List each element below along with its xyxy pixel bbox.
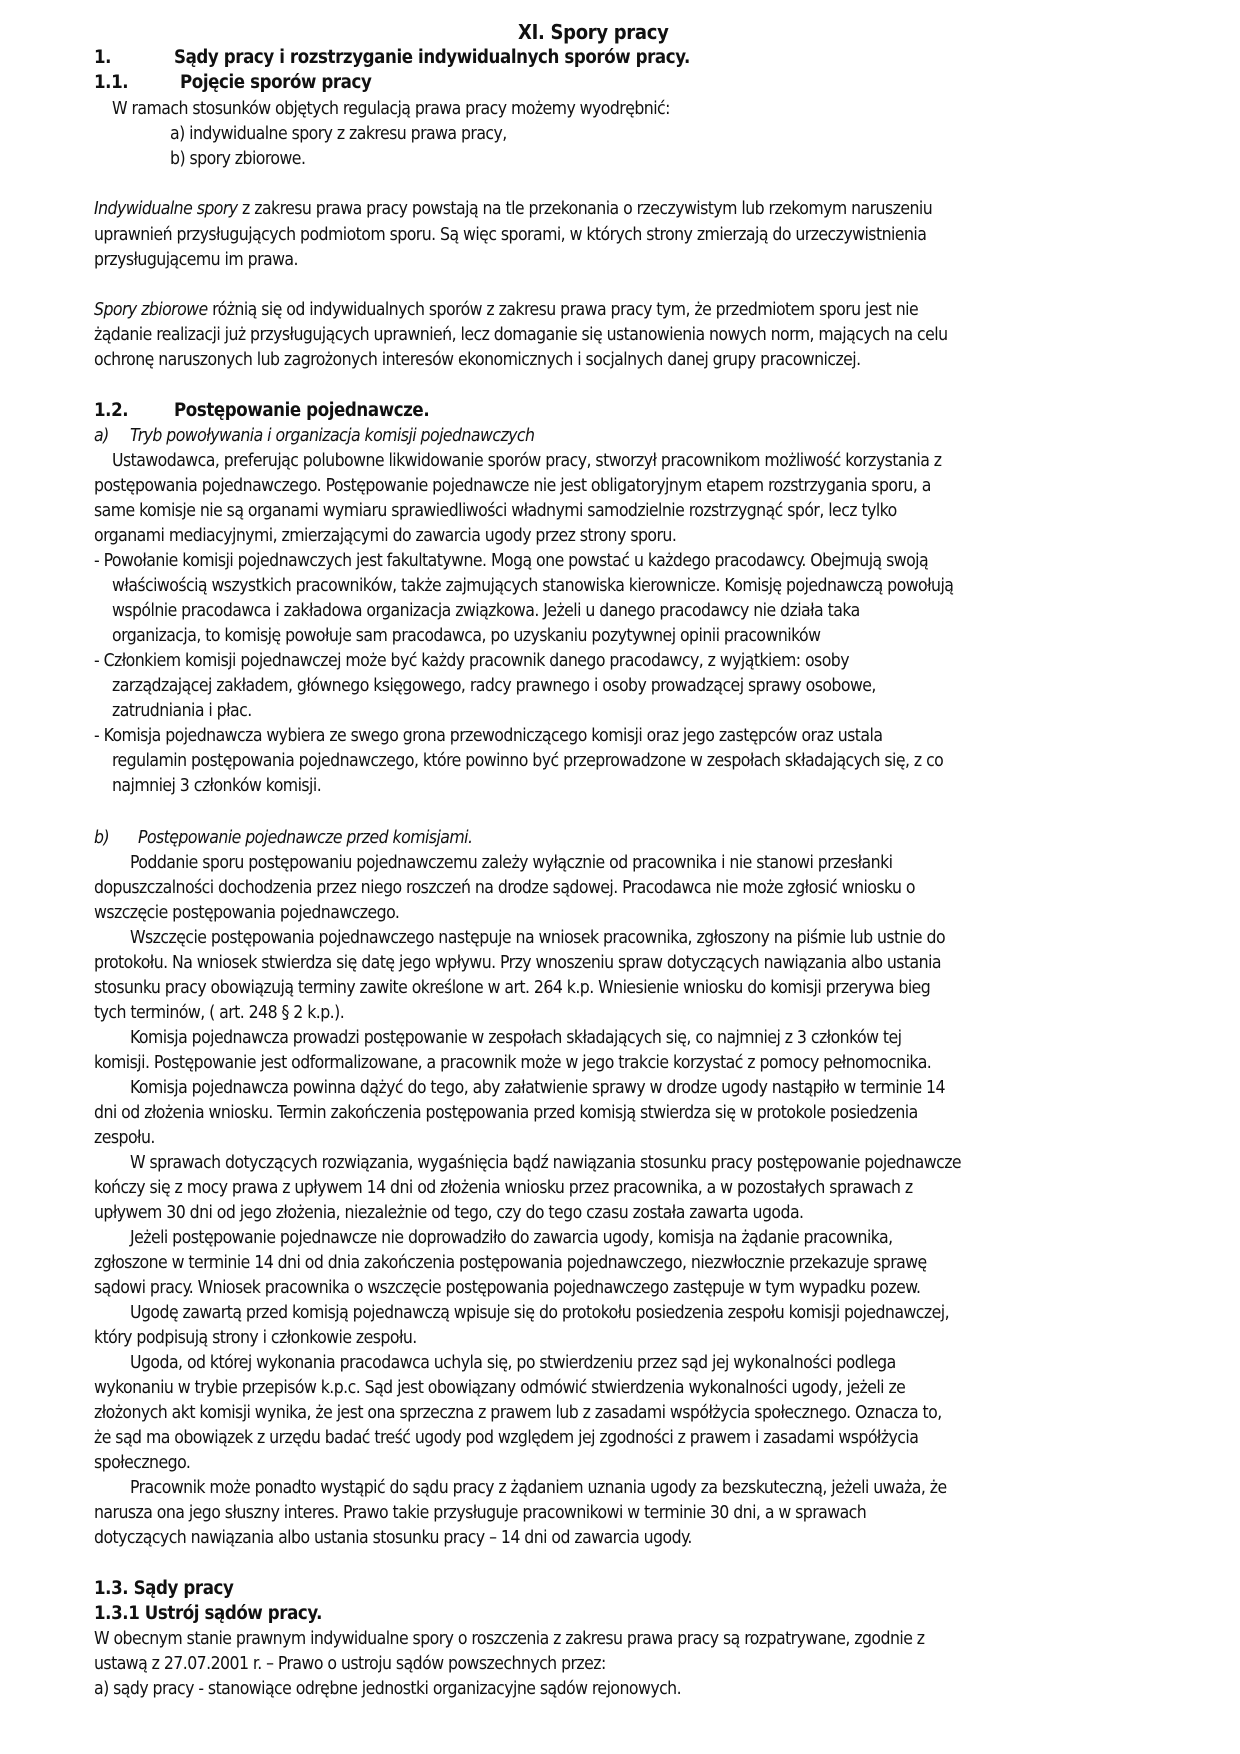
paragraph-line: postępowania pojednawczego. Postępowanie pojednawcze nie jest obligatoryjnym etapem rozstrzygania sporu, a <box>94 476 931 496</box>
bullet-line: organizacja, to komisję powołuje sam pracodawca, po uzyskaniu pozytywnej opinii pracowników <box>112 626 821 646</box>
paragraph-line: W obecnym stanie prawnym indywidualne spory o roszczenia z zakresu prawa pracy są rozpatrywane, zgodnie z <box>94 1629 925 1649</box>
heading-1-3-1: 1.3.1 Ustrój sądów pracy. <box>94 1603 323 1624</box>
heading-1-1-text: Pojęcie sporów pracy <box>180 72 372 93</box>
bullet-line: - Powołanie komisji pojednawczych jest fakultatywne. Mogą one powstać u każdego pracodawcy. Obejmują swoją <box>94 551 929 571</box>
paragraph-line: upływem 30 dni od jego złożenia, niezależnie od tego, czy do tego czasu została zawarta ugoda. <box>94 1203 804 1223</box>
paragraph-line: Ugoda, od której wykonania pracodawca uchyla się, po stwierdzeniu przez sąd jej wykonalności podlega <box>130 1353 896 1373</box>
heading-1-2-number: 1.2. <box>94 400 129 421</box>
heading-1-1-number: 1.1. <box>94 72 129 93</box>
bullet-line: właściwością wszystkich pracowników, także zajmujących stanowiska kierownicze. Komisję pojednawczą powołują <box>112 576 954 596</box>
paragraph-line: dotyczących nawiązania albo ustania stosunku pracy – 14 dni od zawarcia ugody. <box>94 1528 692 1548</box>
paragraph-line: żądanie realizacji już przysługujących uprawnień, lecz domaganie się ustanowienia nowych norm, mających na celu <box>94 325 948 345</box>
bullet-line: - Członkiem komisji pojednawczej może być każdy pracownik danego pracodawcy, z wyjątkiem: osoby <box>94 651 849 671</box>
list-item: b) spory zbiorowe. <box>170 149 306 169</box>
paragraph-line: ustawą z 27.07.2001 r. – Prawo o ustroju sądów powszechnych przez: <box>94 1654 606 1674</box>
paragraph-line: ochronę naruszonych lub zagrożonych interesów ekonomicznych i socjalnych danej grupy pracowniczej. <box>94 350 861 370</box>
heading-1-3: 1.3. Sądy pracy <box>94 1578 234 1599</box>
paragraph-line: dopuszczalności dochodzenia przez niego roszczeń na drodze sądowej. Pracodawca nie może zgłosić wniosku o <box>94 878 916 898</box>
heading-1-number: 1. <box>94 47 112 68</box>
bullet-line: zarządzającej zakładem, głównego księgowego, radcy prawnego i osoby prowadzącej sprawy osobowe, <box>112 676 876 696</box>
paragraph-line <box>94 298 918 322</box>
term-indywidualne-spory: Indywidualne spory <box>94 199 238 219</box>
heading-1-2 <box>94 399 429 423</box>
paragraph-line: organami mediacyjnymi, zmierzającymi do zawarcia ugody przez strony sporu. <box>94 526 677 546</box>
paragraph-line: Wszczęcie postępowania pojednawczego następuje na wniosek pracownika, zgłoszony na piśmie lub ustnie do <box>130 928 946 948</box>
paragraph-text: różnią się od indywidualnych sporów z zakresu prawa pracy tym, że przedmiotem sporu jest nie <box>207 300 919 320</box>
subheading-b-label: b) <box>94 828 110 848</box>
subheading-a <box>94 424 534 448</box>
heading-1-2-text: Postępowanie pojednawcze. <box>174 400 430 421</box>
subheading-b-text: Postępowanie pojednawcze przed komisjami. <box>138 828 473 848</box>
heading-1 <box>94 46 690 70</box>
paragraph-line: który podpisują strony i członkowie zespołu. <box>94 1328 417 1348</box>
paragraph-line: W sprawach dotyczących rozwiązania, wygaśnięcia bądź nawiązania stosunku pracy postępowanie pojednawcze <box>130 1153 962 1173</box>
paragraph-text: z zakresu prawa pracy powstają na tle przekonania o rzeczywistym lub rzekomym naruszeniu <box>237 199 933 219</box>
paragraph-line: kończy się z mocy prawa z upływem 14 dni od złożenia wniosku przez pracownika, a w pozostałych sprawach z <box>94 1178 913 1198</box>
paragraph-line: Jeżeli postępowanie pojednawcze nie doprowadziło do zawarcia ugody, komisja na żądanie pracownika, <box>130 1228 893 1248</box>
paragraph-line: uprawnień przysługujących podmiotom sporu. Są więc sporami, w których strony zmierzają do urzeczywistnienia <box>94 225 927 245</box>
paragraph-line: że sąd ma obowiązek z urzędu badać treść ugody pod względem jej zgodności z prawem i zasadami współżycia <box>94 1428 919 1448</box>
paragraph-line: Ugodę zawartą przed komisją pojednawczą wpisuje się do protokołu posiedzenia zespołu komisji pojednawczej, <box>130 1303 950 1323</box>
intro-text: W ramach stosunków objętych regulacją prawa pracy możemy wyodrębnić: <box>112 99 670 119</box>
paragraph-line: sądowi pracy. Wniosek pracownika o wszczęcie postępowania pojednawczego zastępuje w tym wypadku pozew. <box>94 1278 921 1298</box>
bullet-line: zatrudniania i płac. <box>112 701 252 721</box>
bullet-line: najmniej 3 członków komisji. <box>112 776 322 796</box>
paragraph-line: a) sądy pracy - stanowiące odrębne jednostki organizacyjne sądów rejonowych. <box>94 1679 682 1699</box>
paragraph-line: narusza ona jego słuszny interes. Prawo takie przysługuje pracownikowi w terminie 30 dni, a w sprawach <box>94 1503 867 1523</box>
paragraph-line: stosunku pracy obowiązują terminy zawite określone w art. 264 k.p. Wniesienie wniosku do komisji przerywa bieg <box>94 978 931 998</box>
paragraph-line: protokołu. Na wniosek stwierdza się datę jego wpływu. Przy wnoszeniu spraw dotyczących nawiązania albo ustania <box>94 953 942 973</box>
paragraph-line: komisji. Postępowanie jest odformalizowane, a pracownik może w jego trakcie korzystać z pomocy pełnomocnika. <box>94 1053 932 1073</box>
paragraph-line: złożonych akt komisji wynika, że jest ona sprzeczna z prawem lub z zasadami współżycia społecznego. Oznacza to, <box>94 1403 942 1423</box>
list-item: a) indywidualne spory z zakresu prawa pracy, <box>170 124 507 144</box>
paragraph-line: Pracownik może ponadto wystąpić do sądu pracy z żądaniem uznania ugody za bezskuteczną, jeżeli uważa, że <box>130 1478 947 1498</box>
heading-1-text: Sądy pracy i rozstrzyganie indywidualnych sporów pracy. <box>174 47 690 68</box>
paragraph-line: dni od złożenia wniosku. Termin zakończenia postępowania przed komisją stwierdza się w protokole posiedzenia <box>94 1103 918 1123</box>
subheading-a-text: Tryb powoływania i organizacja komisji pojednawczych <box>130 426 535 446</box>
paragraph-line: Poddanie sporu postępowaniu pojednawczemu zależy wyłącznie od pracownika i nie stanowi przesłanki <box>130 853 893 873</box>
paragraph-line: przysługującemu im prawa. <box>94 250 298 270</box>
paragraph-line: wszczęcie postępowania pojednawczego. <box>94 903 400 923</box>
subheading-a-label: a) <box>94 426 109 446</box>
heading-1-1 <box>94 71 371 95</box>
term-spory-zbiorowe: Spory zbiorowe <box>94 300 208 320</box>
paragraph-line: tych terminów, ( art. 248 § 2 k.p.). <box>94 1003 345 1023</box>
paragraph-line: zgłoszone w terminie 14 dni od dnia zakończenia postępowania pojednawczego, niezwłocznie przekazuje sprawę <box>94 1253 927 1273</box>
paragraph-line <box>94 197 932 221</box>
paragraph-line: same komisje nie są organami wymiaru sprawiedliwości władnymi samodzielnie rozstrzygnąć spór, lecz tylko <box>94 501 897 521</box>
bullet-line: wspólnie pracodawca i zakładowa organizacja związkowa. Jeżeli u danego pracodawcy nie działa taka <box>112 601 860 621</box>
paragraph-line: wykonaniu w trybie przepisów k.p.c. Sąd jest obowiązany odmówić stwierdzenia wykonalności ugody, jeżeli ze <box>94 1378 906 1398</box>
paragraph-line: Komisja pojednawcza prowadzi postępowanie w zespołach składających się, co najmniej z 3 członków tej <box>130 1028 902 1048</box>
bullet-line: - Komisja pojednawcza wybiera ze swego grona przewodniczącego komisji oraz jego zastępców oraz ustala <box>94 726 883 746</box>
subheading-b <box>94 826 472 850</box>
paragraph-line: zespołu. <box>94 1128 155 1148</box>
paragraph-line: społecznego. <box>94 1453 191 1473</box>
paragraph-line: Ustawodawca, preferując polubowne likwidowanie sporów pracy, stworzył pracownikom możliwość korzystania z <box>112 451 942 471</box>
bullet-line: regulamin postępowania pojednawczego, które powinno być przeprowadzone w zespołach składających się, z co <box>112 751 944 771</box>
paragraph-line: Komisja pojednawcza powinna dążyć do tego, aby załatwienie sprawy w drodze ugody nastąpiło w terminie 14 <box>130 1078 945 1098</box>
document-title: XI. Spory pracy <box>518 20 669 44</box>
